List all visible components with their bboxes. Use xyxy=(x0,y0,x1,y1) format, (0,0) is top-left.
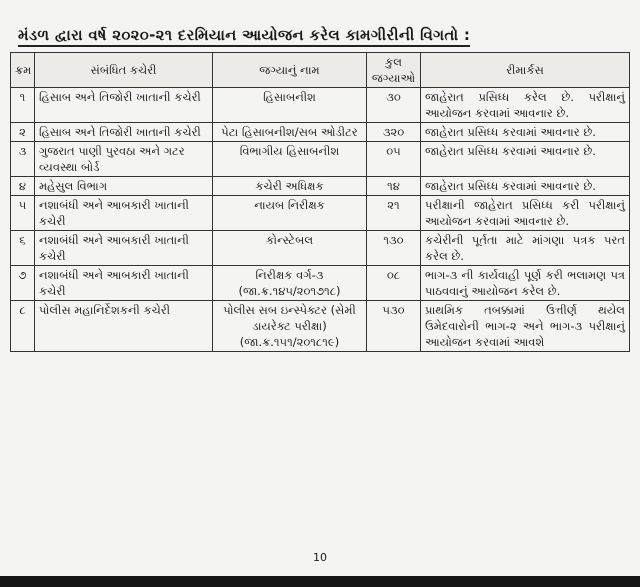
table-row xyxy=(11,142,630,177)
cell-office: હિસાબ અને તિજોરી ખાતાની કચેરી xyxy=(35,123,213,142)
cell-count: ૩૦ xyxy=(367,88,421,123)
cell-office: હિસાબ અને તિજોરી ખાતાની કચેરી xyxy=(35,88,213,123)
cell-remarks: પરીક્ષાની જાહેરાત પ્રસિધ્ધ કરી પરીક્ષાનું આયોજન કરવામાં આવનાર છે. xyxy=(421,196,630,231)
header-office: સંબંધિત કચેરી xyxy=(35,53,213,88)
table-row xyxy=(11,266,630,301)
cell-remarks: ભાગ-૩ ની કાર્યવાહી પૂર્ણ કરી ભલામણ પત્ર પાઠવવાનું આયોજન કરેલ છે. xyxy=(421,266,630,301)
cell-post: કચેરી અધિક્ષક xyxy=(213,177,367,196)
cell-post: હિસાબનીશ xyxy=(213,88,367,123)
table-header-row xyxy=(11,53,630,88)
table-row xyxy=(11,88,630,123)
cell-office: નશાબંધી અને આબકારી ખાતાની કચેરી xyxy=(35,196,213,231)
cell-remarks: પ્રાથમિક તબક્કામાં ઉત્તીર્ણ થયેલ ઉમેદવારોની ભાગ-૨ અને ભાગ-૩ પરીક્ષાનું આયોજન કરવામાં આવશે xyxy=(421,301,630,352)
work-details-table xyxy=(10,52,630,352)
cell-remarks: કચેરીની પૂર્તતા માટે માંગણા પત્રક પરત કરેલ છે. xyxy=(421,231,630,266)
cell-post: પેટા હિસાબનીશ/સબ ઓડીટર xyxy=(213,123,367,142)
table-row xyxy=(11,301,630,352)
page-number: 10 xyxy=(313,551,327,564)
cell-num: ૧ xyxy=(11,88,35,123)
cell-office: નશાબંધી અને આબકારી ખાતાની કચેરી xyxy=(35,266,213,301)
cell-remarks: જાહેરાત પ્રસિધ્ધ કરેલ છે. પરીક્ષાનું આયોજન કરવામાં આવનાર છે. xyxy=(421,88,630,123)
table-row xyxy=(11,231,630,266)
cell-count: ૦૮ xyxy=(367,266,421,301)
cell-post: કોન્સ્ટેબલ xyxy=(213,231,367,266)
cell-post: પોલીસ સબ ઇન્સ્પેક્ટર (સેમી ડાયરેક્ટ પરીક્ષા) (જા.ક્ર.૧૫૧/૨૦૧૮૧૯) xyxy=(213,301,367,352)
cell-num: ૫ xyxy=(11,196,35,231)
cell-count: ૦૫ xyxy=(367,142,421,177)
cell-num: ૭ xyxy=(11,266,35,301)
cell-count: ૧૪ xyxy=(367,177,421,196)
cell-num: ૮ xyxy=(11,301,35,352)
cell-office: મહેસુલ વિભાગ xyxy=(35,177,213,196)
cell-post: નાયબ નિરીક્ષક xyxy=(213,196,367,231)
cell-remarks: જાહેરાત પ્રસિધ્ધ કરવામાં આવનાર છે. xyxy=(421,177,630,196)
table-row xyxy=(11,177,630,196)
page-title: મંડળ દ્વારા વર્ષ ૨૦૨૦-૨૧ દરમિયાન આયોજન કરેલ કામગીરીની વિગતો : xyxy=(18,26,470,47)
cell-num: ૨ xyxy=(11,123,35,142)
cell-office: ગુજરાત પાણી પુરવઠા અને ગટર વ્યવસ્થા બોર્ડ xyxy=(35,142,213,177)
cell-post: નિરીક્ષક વર્ગ-૩ (જા.ક્ર.૧૪૫/૨૦૧૭૧૮) xyxy=(213,266,367,301)
cell-count: ૧૩૦ xyxy=(367,231,421,266)
cell-remarks: જાહેરાત પ્રસિધ્ધ કરવામાં આવનાર છે. xyxy=(421,123,630,142)
cell-count: ૩૨૦ xyxy=(367,123,421,142)
cell-num: ૩ xyxy=(11,142,35,177)
header-post: જગ્યાનું નામ xyxy=(213,53,367,88)
cell-num: ૪ xyxy=(11,177,35,196)
cell-count: ૫૩૦ xyxy=(367,301,421,352)
header-num: ક્રમ xyxy=(11,53,35,88)
bottom-bar xyxy=(0,576,640,587)
header-count: કુલ જગ્યાઓ xyxy=(367,53,421,88)
cell-remarks: જાહેરાત પ્રસિધ્ધ કરવામાં આવનાર છે. xyxy=(421,142,630,177)
header-remarks: રીમાર્કસ xyxy=(421,53,630,88)
table-row xyxy=(11,123,630,142)
cell-post: વિભાગીય હિસાબનીશ xyxy=(213,142,367,177)
cell-office: પોલીસ મહાનિર્દેશકની કચેરી xyxy=(35,301,213,352)
cell-num: ૬ xyxy=(11,231,35,266)
cell-count: ૨૧ xyxy=(367,196,421,231)
cell-office: નશાબંધી અને આબકારી ખાતાની કચેરી xyxy=(35,231,213,266)
table-row xyxy=(11,196,630,231)
